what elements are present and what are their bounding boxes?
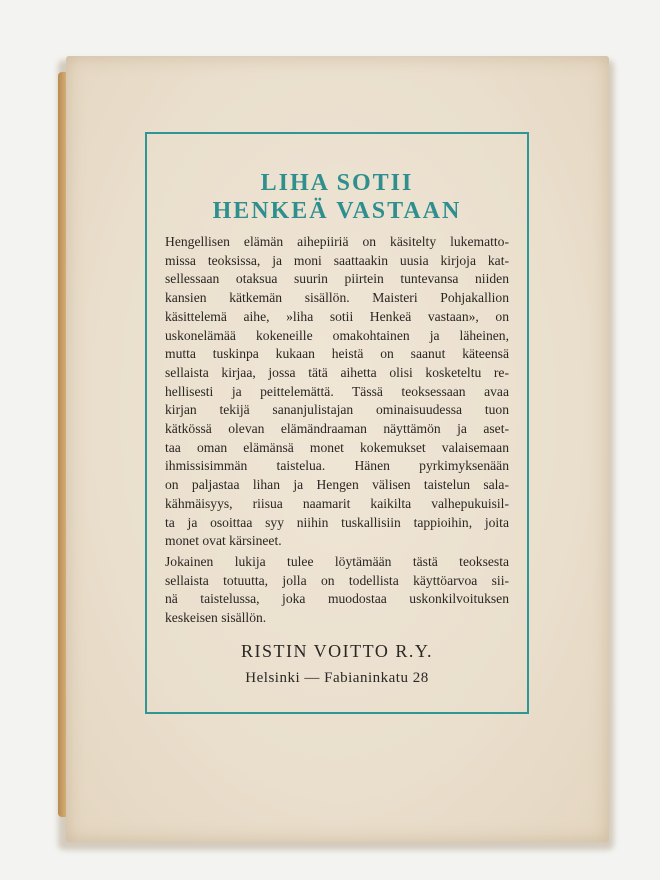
publisher-address: Helsinki — Fabianinkatu 28 — [245, 670, 429, 686]
text-line: taa oman elämänsä monet kokemukset valaisemaan — [165, 439, 509, 455]
blurb-text — [165, 233, 509, 628]
text-line: hellisesti ja peittelemättä. Tässä teoksessaan avaa — [165, 383, 509, 399]
text-line: kätkössä olevan elämändraaman näyttämön ja aset- — [165, 421, 509, 437]
text-line: käsittelemä aihe, »liha sotii Henkeä vastaan», on — [165, 308, 509, 324]
title-line-1: LIHA SOTII — [260, 170, 414, 196]
blurb-paragraph-2 — [165, 553, 509, 628]
text-line: Jokainen lukija tulee löytämään tästä teoksesta — [165, 553, 509, 569]
title-line-2: HENKEÄ VASTAAN — [212, 198, 462, 224]
text-line: kähmäisyys, riisua naamarit kaikilta valhepukuisil- — [165, 495, 509, 511]
text-line: kirjan tekijä sananjulistajan ominaisuudessa tuon — [165, 402, 509, 418]
text-line: on paljastaa lihan ja Hengen välisen taistelun sala- — [165, 477, 509, 493]
text-line: mutta tuskinpa kukaan heistä on saanut käteensä — [165, 346, 509, 362]
text-line: Hengellisen elämän aihepiiriä on käsitelty lukematto- — [165, 234, 509, 249]
text-line: sellaista totuutta, jolla on todellista käyttöarvoa sii- — [165, 572, 509, 588]
blurb-paragraph-1 — [165, 233, 509, 551]
text-line: keskeisen sisällön. — [165, 610, 267, 626]
text-line: ihmissisimmän taistelua. Hänen pyrkimyksenään — [165, 458, 509, 474]
text-line: kansien kätkemän sisällön. Maisteri Pohjakallion — [165, 290, 509, 306]
text-line: nä taistelussa, joka muodostaa uskonkilvoituksen — [165, 591, 509, 607]
publisher-name: RISTIN VOITTO R.Y. — [240, 641, 433, 661]
text-line: missa teoksissa, ja moni saattaakin uusia kirjoja kat- — [165, 252, 509, 268]
text-line: ta ja osoittaa syy niihin tuskallisiin tappioihin, joita — [165, 514, 509, 530]
text-line: monet ovat kärsineet. — [165, 533, 282, 549]
text-line: uskonelämää kokeneille omakohtainen ja läheinen, — [165, 327, 509, 343]
text-line: sellaista kirjaa, jossa tätä aihetta olisi kosketeltu re- — [165, 364, 509, 380]
text-line: sellessaan otaksua suurin piirtein tuntevansa niiden — [165, 271, 509, 287]
